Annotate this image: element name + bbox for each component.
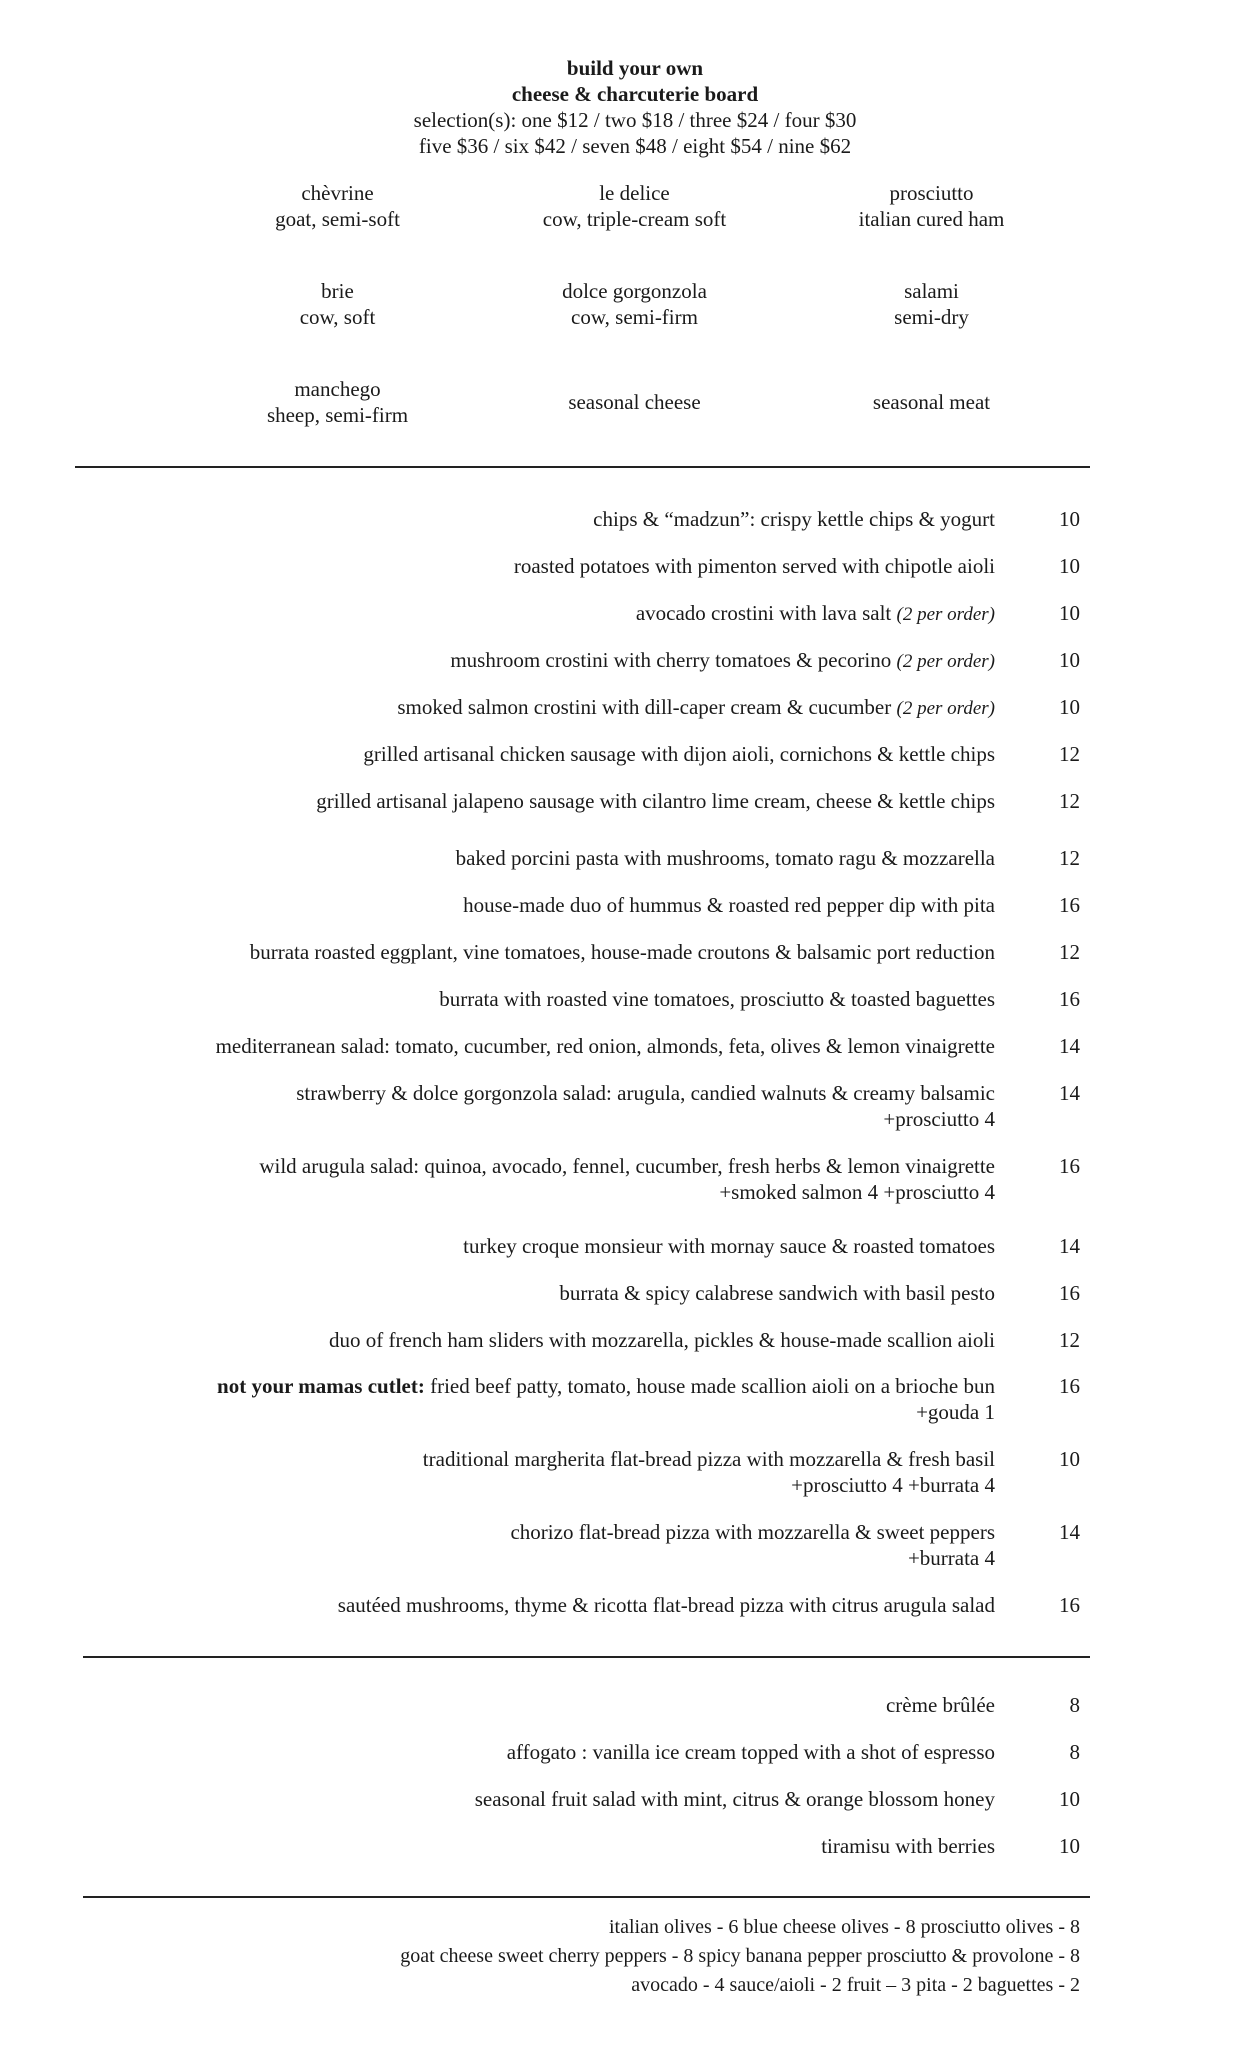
board-item-name: brie xyxy=(321,279,354,303)
item-price: 8 xyxy=(1069,1740,1080,1764)
item-addon: +gouda 1 xyxy=(916,1400,995,1424)
item-description: duo of french ham sliders with mozzarella, pickles & house-made scallion aioli xyxy=(329,1328,995,1352)
board-item xyxy=(784,389,1079,415)
item-description: turkey croque monsieur with mornay sauce & roasted tomatoes xyxy=(463,1234,995,1258)
item-price: 12 xyxy=(1059,940,1080,964)
item-price: 16 xyxy=(1059,1374,1080,1398)
item-price: 14 xyxy=(1059,1081,1080,1105)
item-description: sautéed mushrooms, thyme & ricotta flat-bread pizza with citrus arugula salad xyxy=(337,1593,995,1617)
item-description xyxy=(35,647,995,675)
item-price: 12 xyxy=(1059,742,1080,766)
item-price: 16 xyxy=(1059,987,1080,1011)
board-header xyxy=(330,55,940,159)
item-description: roasted potatoes with pimenton served with chipotle aioli xyxy=(513,554,995,578)
board-item-name: dolce gorgonzola xyxy=(562,279,707,303)
item-price: 10 xyxy=(1059,1447,1080,1471)
board-item-desc: italian cured ham xyxy=(858,207,1005,231)
sides-line: italian olives - 6 blue cheese olives - 8 prosciutto olives - 8 xyxy=(609,1916,1080,1938)
board-item-name: le delice xyxy=(599,181,670,205)
item-price: 14 xyxy=(1059,1520,1080,1544)
item-text: avocado crostini with lava salt xyxy=(635,601,892,625)
item-title: not your mamas cutlet: xyxy=(217,1374,425,1398)
item-price: 8 xyxy=(1069,1693,1080,1717)
item-price: 12 xyxy=(1059,1328,1080,1352)
item-price: 10 xyxy=(1059,1834,1080,1858)
board-item-desc: cow, soft xyxy=(299,305,376,329)
item-description: seasonal fruit salad with mint, citrus & orange blossom honey xyxy=(474,1787,995,1811)
board-item-name: salami xyxy=(904,279,959,303)
item-note: (2 per order) xyxy=(896,651,995,672)
item-description: house-made duo of hummus & roasted red pepper dip with pita xyxy=(463,893,995,917)
sides-line: goat cheese sweet cherry peppers - 8 spicy banana pepper prosciutto & provolone - 8 xyxy=(400,1945,1080,1967)
item-text: fried beef patty, tomato, house made scallion aioli on a brioche bun xyxy=(424,1374,995,1398)
section-divider xyxy=(83,1896,1090,1898)
item-addon: +prosciutto 4 +burrata 4 xyxy=(791,1473,995,1497)
item-description: chorizo flat-bread pizza with mozzarella & sweet peppers xyxy=(510,1520,995,1544)
item-description: baked porcini pasta with mushrooms, tomato ragu & mozzarella xyxy=(455,846,995,870)
board-item-desc: cow, triple-cream soft xyxy=(542,207,727,231)
board-item xyxy=(487,389,782,415)
item-note: (2 per order) xyxy=(896,698,995,719)
board-item xyxy=(784,180,1079,232)
item-price: 12 xyxy=(1059,846,1080,870)
section-divider xyxy=(75,466,1090,468)
board-pricing-line2: five $36 / six $42 / seven $48 / eight $54 / nine $62 xyxy=(418,134,852,158)
item-description: burrata roasted eggplant, vine tomatoes, house-made croutons & balsamic port reduction xyxy=(249,940,995,964)
item-addon: +prosciutto 4 xyxy=(883,1107,995,1131)
item-description xyxy=(35,694,995,722)
board-item-desc: sheep, semi-firm xyxy=(266,403,409,427)
board-item-desc: semi-dry xyxy=(894,305,969,329)
board-item-desc: cow, semi-firm xyxy=(571,305,698,329)
item-text: smoked salmon crostini with dill-caper cream & cucumber xyxy=(397,695,892,719)
item-description: grilled artisanal jalapeno sausage with cilantro lime cream, cheese & kettle chips xyxy=(316,789,995,813)
item-price: 10 xyxy=(1059,648,1080,672)
item-price: 16 xyxy=(1059,1154,1080,1178)
item-price: 12 xyxy=(1059,789,1080,813)
item-description: tiramisu with berries xyxy=(821,1834,995,1858)
board-item-name: chèvrine xyxy=(301,181,374,205)
item-price: 16 xyxy=(1059,1593,1080,1617)
item-price: 10 xyxy=(1059,554,1080,578)
item-description: chips & “madzun”: crispy kettle chips & yogurt xyxy=(593,507,995,531)
item-description xyxy=(35,1373,995,1399)
board-title-line2: cheese & charcuterie board xyxy=(511,82,759,106)
section-divider xyxy=(83,1656,1090,1658)
item-text: mushroom crostini with cherry tomatoes & pecorino xyxy=(450,648,892,672)
item-description: burrata & spicy calabrese sandwich with basil pesto xyxy=(559,1281,995,1305)
board-item xyxy=(487,180,782,232)
item-description: mediterranean salad: tomato, cucumber, red onion, almonds, feta, olives & lemon vinaigrette xyxy=(215,1034,995,1058)
board-item xyxy=(190,376,485,428)
item-price: 14 xyxy=(1059,1034,1080,1058)
item-description: burrata with roasted vine tomatoes, prosciutto & toasted baguettes xyxy=(439,987,995,1011)
board-item-name: manchego xyxy=(294,377,381,401)
board-item xyxy=(190,180,485,232)
item-price: 16 xyxy=(1059,1281,1080,1305)
item-description: traditional margherita flat-bread pizza with mozzarella & fresh basil xyxy=(422,1447,995,1471)
item-description xyxy=(35,600,995,628)
item-price: 16 xyxy=(1059,893,1080,917)
sides-line: avocado - 4 sauce/aioli - 2 fruit – 3 pita - 2 baguettes - 2 xyxy=(631,1974,1080,1996)
board-item-name: seasonal meat xyxy=(872,390,991,414)
item-description: affogato : vanilla ice cream topped with a shot of espresso xyxy=(506,1740,995,1764)
item-description: grilled artisanal chicken sausage with dijon aioli, cornichons & kettle chips xyxy=(363,742,995,766)
board-item-name: seasonal cheese xyxy=(568,390,701,414)
item-price: 10 xyxy=(1059,507,1080,531)
item-description: crème brûlée xyxy=(885,1693,995,1717)
board-item xyxy=(487,278,782,330)
board-item-name: prosciutto xyxy=(889,181,974,205)
item-addon: +burrata 4 xyxy=(907,1546,995,1570)
item-note: (2 per order) xyxy=(896,604,995,625)
board-pricing-line1: selection(s): one $12 / two $18 / three $24 / four $30 xyxy=(413,108,857,132)
board-item xyxy=(190,278,485,330)
item-price: 10 xyxy=(1059,601,1080,625)
item-description: wild arugula salad: quinoa, avocado, fennel, cucumber, fresh herbs & lemon vinaigrette xyxy=(259,1154,995,1178)
board-title-line1: build your own xyxy=(566,56,704,80)
board-item-desc: goat, semi-soft xyxy=(275,207,400,231)
item-price: 10 xyxy=(1059,695,1080,719)
item-price: 14 xyxy=(1059,1234,1080,1258)
item-description: strawberry & dolce gorgonzola salad: arugula, candied walnuts & creamy balsamic xyxy=(296,1081,995,1105)
board-item xyxy=(784,278,1079,330)
item-price: 10 xyxy=(1059,1787,1080,1811)
item-addon: +smoked salmon 4 +prosciutto 4 xyxy=(719,1180,995,1204)
